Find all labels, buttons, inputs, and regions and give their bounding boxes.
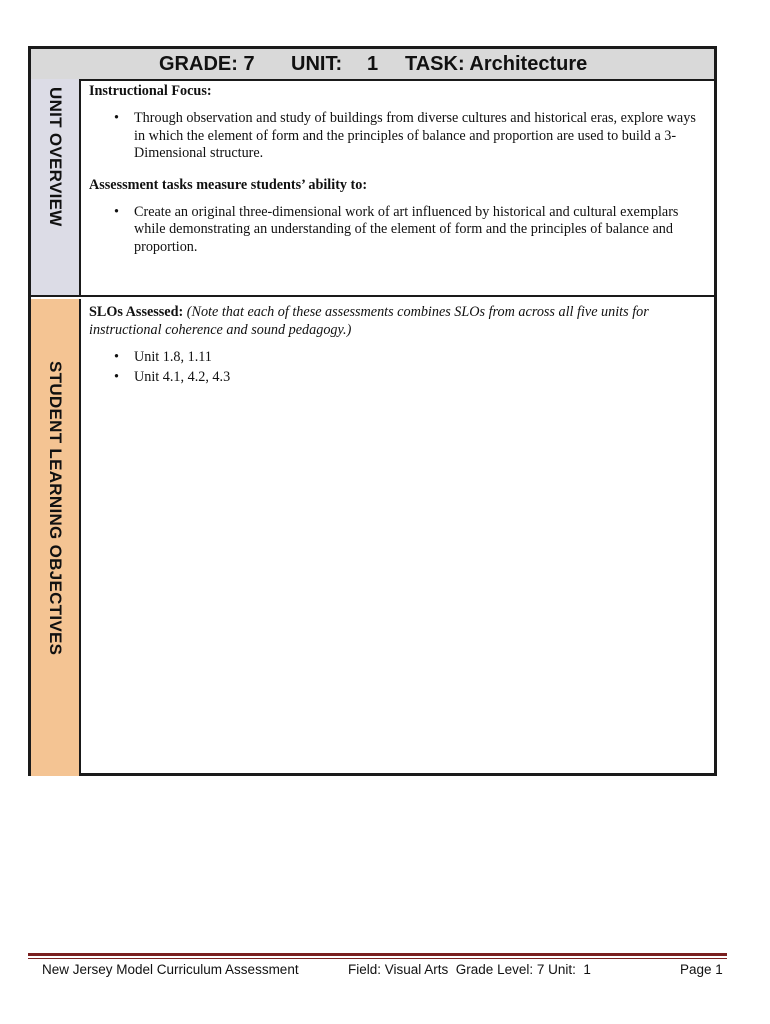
- list-item: • Create an original three-dimensional work of art influenced by historical and cultural exemplars while demonstrating an understanding of the element of form and the principles of balance and proportion.: [134, 204, 706, 257]
- footer-divider-thin: [28, 958, 727, 959]
- slo-content: [81, 299, 714, 776]
- list-item: • Unit 4.1, 4.2, 4.3: [134, 369, 706, 387]
- slo-paragraph: [89, 303, 706, 339]
- slo-heading: SLOs Assessed:: [89, 304, 184, 320]
- footer-page-number: Page 1: [680, 962, 723, 977]
- footer-middle: Field: Visual Arts Grade Level: 7 Unit: 1: [348, 962, 591, 977]
- instructional-focus-heading: Instructional Focus:: [89, 83, 212, 99]
- slo-note: (Note that each of these assessments combines SLOs from across all five units for instructional coherence and sound pedagogy.): [89, 304, 649, 338]
- task-label: TASK: Architecture: [405, 53, 588, 75]
- assessment-heading: Assessment tasks measure students’ ability to:: [89, 176, 368, 193]
- slo-label: STUDENT LEARNING OBJECTIVES: [46, 361, 65, 656]
- unit-overview-sidebar: [31, 79, 81, 297]
- grade-label: GRADE: 7: [159, 53, 255, 75]
- footer-left: New Jersey Model Curriculum Assessment: [42, 962, 299, 977]
- list-item: • Through observation and study of buildings from diverse cultures and historical eras, explore ways in which the element of form and the principles of balance and proportion are used to build a 3-Dimensional structure.: [134, 110, 706, 163]
- focus-list: [89, 110, 706, 163]
- assessment-table: [28, 46, 717, 776]
- header-bar: [31, 49, 714, 81]
- footer-divider: [28, 953, 727, 956]
- slo-sidebar: [31, 299, 81, 776]
- slo-list: [89, 349, 706, 386]
- unit-value: 1: [367, 53, 379, 75]
- list-item: • Unit 1.8, 1.11: [134, 349, 706, 367]
- unit-label: UNIT:: [291, 53, 343, 75]
- unit-overview-content: [81, 79, 714, 297]
- unit-overview-label: UNIT OVERVIEW: [46, 87, 65, 227]
- assessment-list: [89, 204, 706, 257]
